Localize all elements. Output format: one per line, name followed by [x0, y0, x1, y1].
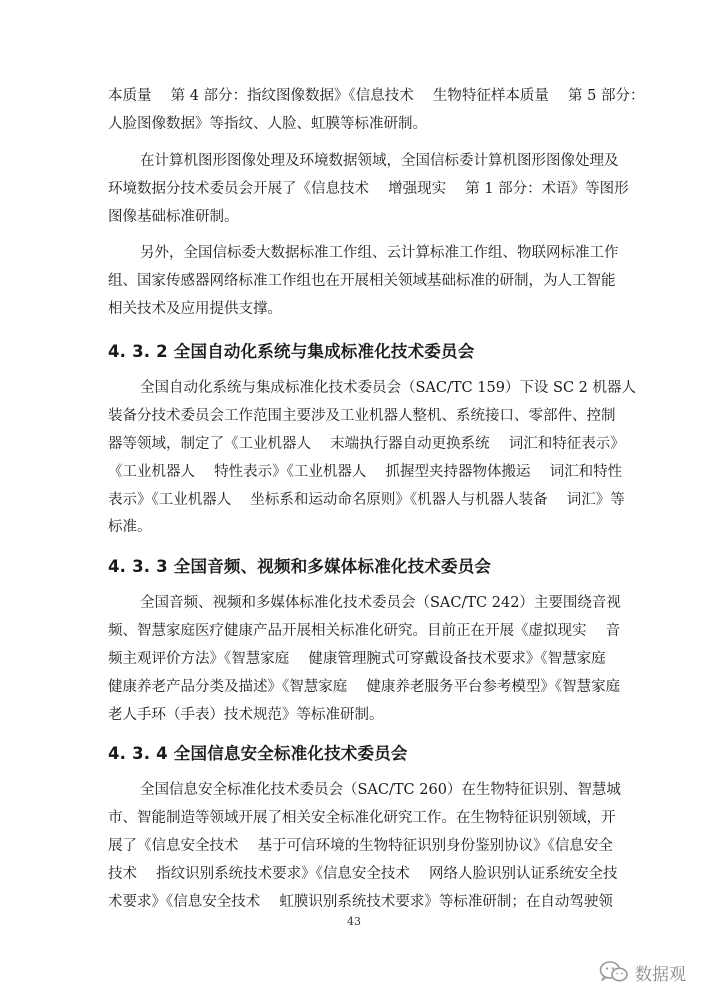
section-heading: 4. 3. 2 全国自动化系统与集成标准化技术委员会 [108, 342, 475, 361]
paragraph-line: 老人手环（手表）技术规范》等标准研制。 [108, 707, 384, 723]
paragraph-line: 环境数据分技术委员会开展了《信息技术 增强现实 第 1 部分：术语》等图形 [108, 181, 629, 197]
paragraph-line: 全国音频、视频和多媒体标准化技术委员会（SAC/TC 242）主要围绕音视 [140, 595, 621, 611]
paragraph-line: 全国信息安全标准化技术委员会（SAC/TC 260）在生物特征识别、智慧城 [140, 782, 621, 798]
watermark-text: 数据观 [635, 964, 686, 985]
watermark [599, 958, 686, 986]
paragraph-line: 标准。 [108, 519, 152, 535]
paragraph-line: 本质量 第 4 部分：指纹图像数据》《信息技术 生物特征样本质量 第 5 部分： [108, 88, 645, 104]
paragraph-line: 《工业机器人 特性表示》《工业机器人 抓握型夹持器物体搬运 词汇和特性 [108, 464, 623, 480]
paragraph-line: 在计算机图形图像处理及环境数据领域，全国信标委计算机图形图像处理及 [140, 153, 619, 169]
paragraph-line: 展了《信息安全技术 基于可信环境的生物特征识别身份鉴别协议》《信息安全 [108, 838, 613, 854]
paragraph-line: 器等领域，制定了《工业机器人 末端执行器自动更换系统 词汇和特征表示》 [108, 436, 625, 452]
paragraph-line: 装备分技术委员会工作范围主要涉及工业机器人整机、系统接口、零部件、控制 [108, 408, 616, 424]
wechat-icon [599, 960, 629, 984]
paragraph-line: 相关技术及应用提供支撑。 [108, 301, 282, 317]
paragraph-line: 图像基础标准研制。 [108, 209, 239, 225]
paragraph-line: 人脸图像数据》等指纹、人脸、虹膜等标准研制。 [108, 116, 427, 132]
paragraph-line: 频主观评价方法》《智慧家庭 健康管理腕式可穿戴设备技术要求》《智慧家庭 [108, 651, 606, 667]
section-heading: 4. 3. 3 全国音频、视频和多媒体标准化技术委员会 [108, 557, 492, 576]
section-heading: 4. 3. 4 全国信息安全标准化技术委员会 [108, 744, 408, 763]
paragraph-line: 技术 指纹识别系统技术要求》《信息安全技术 网络人脸识别认证系统安全技 [108, 866, 618, 882]
paragraph-line: 健康养老产品分类及描述》《智慧家庭 健康养老服务平台参考模型》《智慧家庭 [108, 679, 621, 695]
paragraph-line: 另外，全国信标委大数据标准工作组、云计算标准工作组、物联网标准工作 [140, 245, 619, 261]
paragraph-line: 组、国家传感器网络标准工作组也在开展相关领域基础标准的研制，为人工智能 [108, 273, 616, 289]
paragraph-line: 市、智能制造等领域开展了相关安全标准化研究工作。在生物特征识别领域，开 [108, 810, 616, 826]
paragraph-line: 表示》《工业机器人 坐标系和运动命名原则》《机器人与机器人装备 词汇》等 [108, 492, 625, 508]
paragraph-line: 术要求》《信息安全技术 虹膜识别系统技术要求》等标准研制；在自动驾驶领 [108, 894, 613, 910]
paragraph-line: 频、智慧家庭医疗健康产品开展相关标准化研究。目前正在开展《虚拟现实 音 [108, 623, 621, 639]
paragraph-line: 全国自动化系统与集成标准化技术委员会（SAC/TC 159）下设 SC 2 机器人 [140, 380, 637, 396]
page-number: 43 [347, 915, 361, 928]
